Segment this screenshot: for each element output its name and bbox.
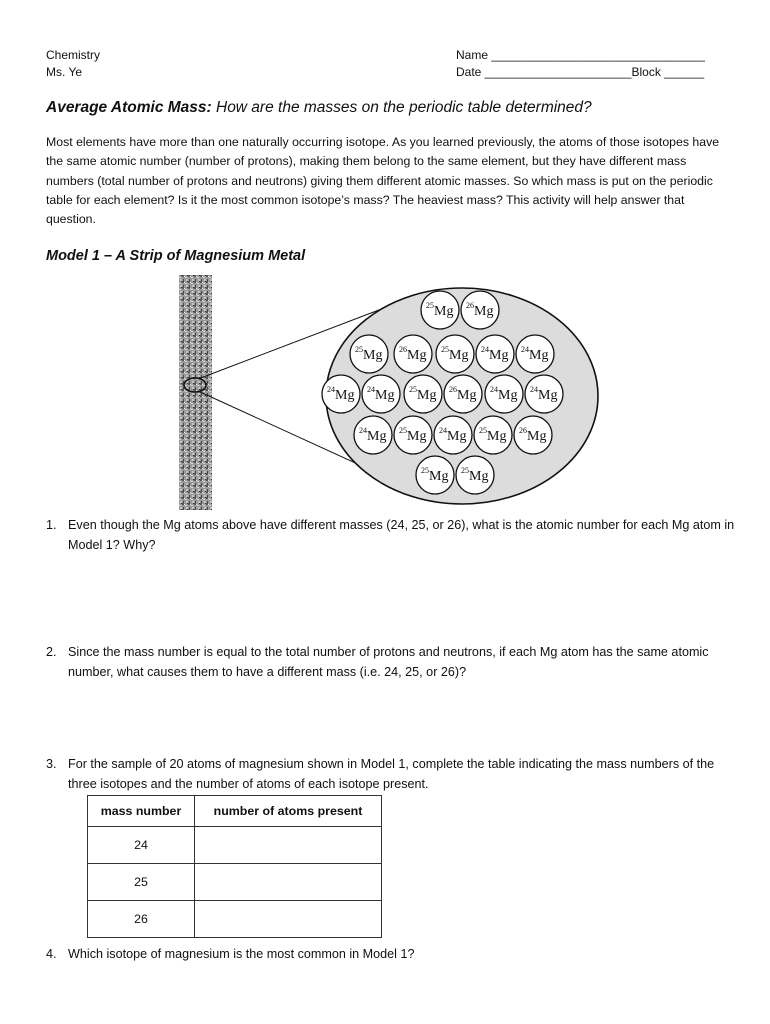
atom-label: $^{26}$Mg	[466, 301, 494, 319]
date-block-line: Date ______________________Block ______	[456, 65, 705, 79]
header-mass-number: mass number	[88, 796, 195, 827]
mg-atom	[461, 291, 499, 329]
question-3	[46, 755, 736, 795]
question-text: Since the mass number is equal to the total number of protons and neutrons, if each Mg atom has the same atomic number, what causes them to have a different mass (i.e. 24, 25, or 26)?	[68, 645, 709, 679]
mass-cell: 24	[88, 827, 195, 864]
mg-atom	[322, 375, 360, 413]
question-number: 4.	[46, 947, 57, 961]
mg-atom	[456, 456, 494, 494]
atom-label: $^{24}$Mg	[490, 385, 518, 403]
page-title	[46, 99, 592, 117]
question-2	[46, 643, 736, 683]
count-cell[interactable]	[195, 864, 382, 901]
table-row	[88, 864, 382, 901]
question-text: Even though the Mg atoms above have different masses (24, 25, or 26), what is the atomic number for each Mg atom in Model 1? Why?	[68, 518, 735, 552]
atom-label: $^{25}$Mg	[409, 385, 437, 403]
mg-atom	[485, 375, 523, 413]
mass-cell: 25	[88, 864, 195, 901]
mg-atom	[525, 375, 563, 413]
atom-label: $^{24}$Mg	[367, 385, 395, 403]
mg-atom	[421, 291, 459, 329]
mg-atom	[514, 416, 552, 454]
mg-atom	[416, 456, 454, 494]
header-atoms-present: number of atoms present	[195, 796, 382, 827]
question-number: 2.	[46, 645, 57, 659]
atom-label: $^{26}$Mg	[449, 385, 477, 403]
magnesium-strip-diagram	[170, 275, 610, 510]
mg-atom	[444, 375, 482, 413]
atom-label: $^{24}$Mg	[521, 345, 549, 363]
name-line: Name ________________________________	[456, 48, 705, 62]
table-row	[88, 901, 382, 938]
header-left	[46, 47, 100, 81]
mg-atom	[394, 416, 432, 454]
header-right	[456, 47, 726, 81]
mg-atom	[362, 375, 400, 413]
intro-paragraph: Most elements have more than one naturally occurring isotope. As you learned previously, the atoms of those isotopes have the same atomic number (number of protons), making them belong to the same element, but they have different mass numbers (total number of protons and neutrons) giving them different atomic masses. So which mass is put on the periodic table for each element? Is it the most common isotope’s mass? The heaviest mass? This activity will help answer that question.	[46, 135, 720, 227]
question-number: 3.	[46, 757, 57, 771]
mg-atom	[474, 416, 512, 454]
atom-label: $^{25}$Mg	[441, 345, 469, 363]
table-row	[88, 827, 382, 864]
question-text: Which isotope of magnesium is the most common in Model 1?	[68, 947, 415, 961]
model-title: Model 1 – A Strip of Magnesium Metal	[46, 248, 306, 264]
mg-atom	[476, 335, 514, 373]
mg-atom	[516, 335, 554, 373]
mass-cell: 26	[88, 901, 195, 938]
atom-label: $^{25}$Mg	[461, 466, 489, 484]
atom-label: $^{24}$Mg	[439, 426, 467, 444]
atom-label: $^{24}$Mg	[481, 345, 509, 363]
mg-atom	[434, 416, 472, 454]
isotope-table	[87, 795, 382, 938]
mg-atom	[394, 335, 432, 373]
title-question: How are the masses on the periodic table determined?	[211, 99, 592, 116]
count-cell[interactable]	[195, 827, 382, 864]
atom-label: $^{26}$Mg	[399, 345, 427, 363]
question-number: 1.	[46, 518, 57, 532]
question-text: For the sample of 20 atoms of magnesium shown in Model 1, complete the table indicating the mass numbers of the three isotopes and the number of atoms of each isotope present.	[68, 757, 715, 791]
question-4	[46, 945, 736, 965]
teacher-label: Ms. Ye	[46, 65, 83, 79]
mg-atom	[354, 416, 392, 454]
mg-atom	[404, 375, 442, 413]
mg-atom	[350, 335, 388, 373]
atom-label: $^{26}$Mg	[519, 426, 547, 444]
atom-label: $^{25}$Mg	[421, 466, 449, 484]
title-bold: Average Atomic Mass:	[46, 99, 212, 116]
atom-label: $^{24}$Mg	[359, 426, 387, 444]
atom-label: $^{25}$Mg	[399, 426, 427, 444]
count-cell[interactable]	[195, 901, 382, 938]
table-header-row	[88, 796, 382, 827]
atom-label: $^{25}$Mg	[479, 426, 507, 444]
question-1	[46, 516, 736, 556]
atom-label: $^{25}$Mg	[426, 301, 454, 319]
atom-label: $^{25}$Mg	[355, 345, 383, 363]
atom-label: $^{24}$Mg	[530, 385, 558, 403]
mg-atom	[436, 335, 474, 373]
atom-label: $^{24}$Mg	[327, 385, 355, 403]
subject-label: Chemistry	[46, 48, 101, 62]
